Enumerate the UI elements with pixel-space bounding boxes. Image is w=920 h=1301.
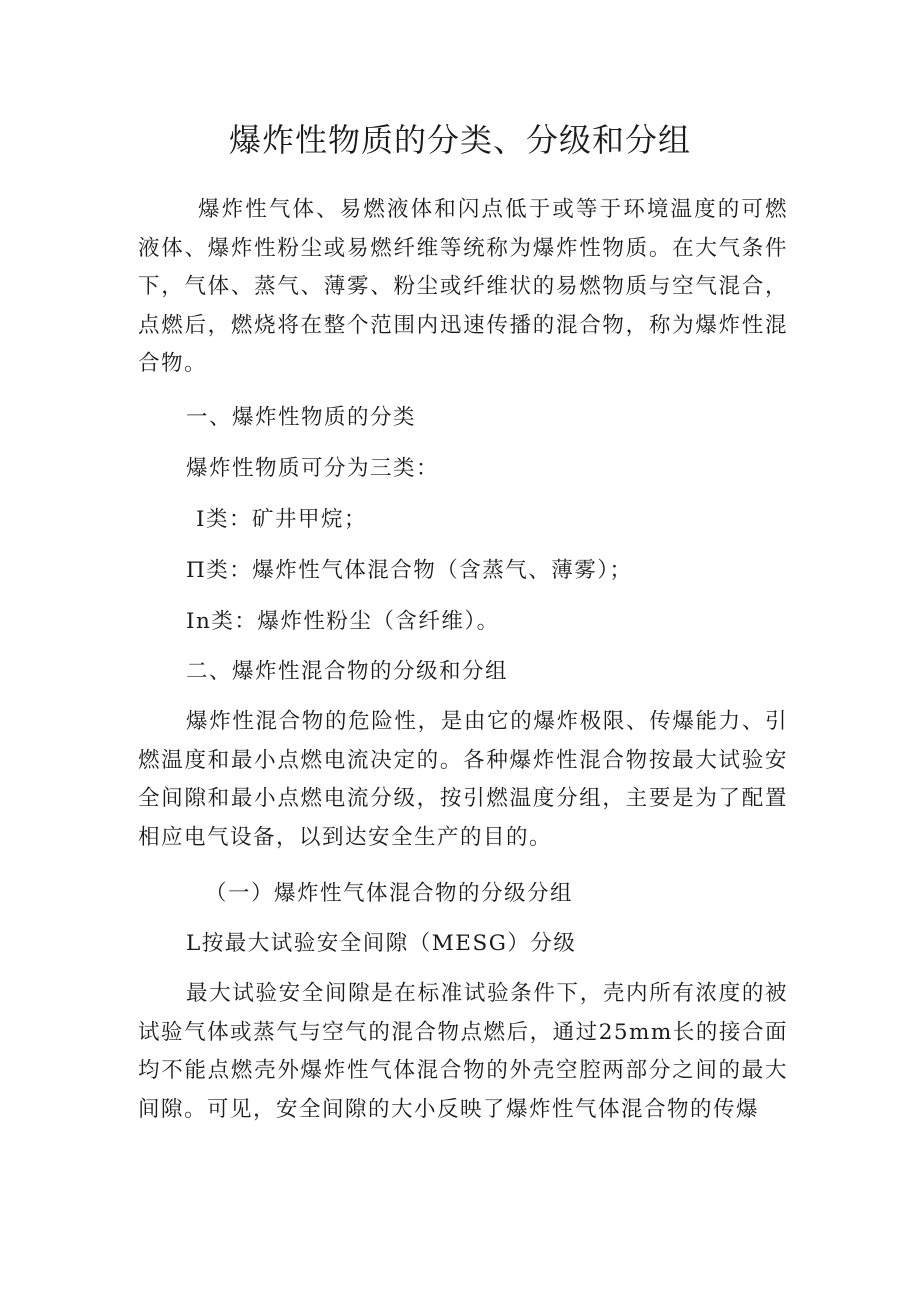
class-3-item: In类：爆炸性粉尘（含纤维）。 [186, 609, 500, 634]
section1-heading: 一、爆炸性物质的分类 [186, 405, 417, 430]
section2-heading: 二、爆炸性混合物的分级和分组 [186, 659, 509, 684]
section1-lead: 爆炸性物质可分为三类： [186, 456, 440, 481]
subsection-heading: （一）爆炸性气体混合物的分级分组 [205, 881, 574, 906]
class-1-item: Ⅰ类：矿井甲烷； [196, 507, 367, 532]
section2-paragraph: 爆炸性混合物的危险性，是由它的爆炸极限、传爆能力、引燃温度和最小点燃电流决定的。各种爆炸性混合物按最大试验安全间隙和最小点燃电流分级，按引燃温度分组，主要是为了配置相应电气设备，以到达安全生产的目的。 [138, 709, 788, 850]
item-paragraph: 最大试验安全间隙是在标准试验条件下，壳内所有浓度的被试验气体或蒸气与空气的混合物点燃后，通过25mm长的接合面均不能点燃壳外爆炸性气体混合物的外壳空腔两部分之间的最大间隙。可见，安全间隙的大小反映了爆炸性气体混合物的传爆 [138, 981, 788, 1122]
intro-paragraph: 爆炸性气体、易燃液体和闪点低于或等于环境温度的可燃液体、爆炸性粉尘或易燃纤维等统称为爆炸性物质。在大气条件下，气体、蒸气、薄雾、粉尘或纤维状的易燃物质与空气混合，点燃后，燃烧将在整个范围内迅速传播的混合物，称为爆炸性混合物。 [138, 197, 788, 376]
document-title: 爆炸性物质的分类、分级和分组 [228, 121, 691, 159]
item-heading: L按最大试验安全间隙（MESG）分级 [186, 931, 577, 956]
class-2-item: Π类：爆炸性气体混合物（含蒸气、薄雾）； [186, 558, 633, 583]
